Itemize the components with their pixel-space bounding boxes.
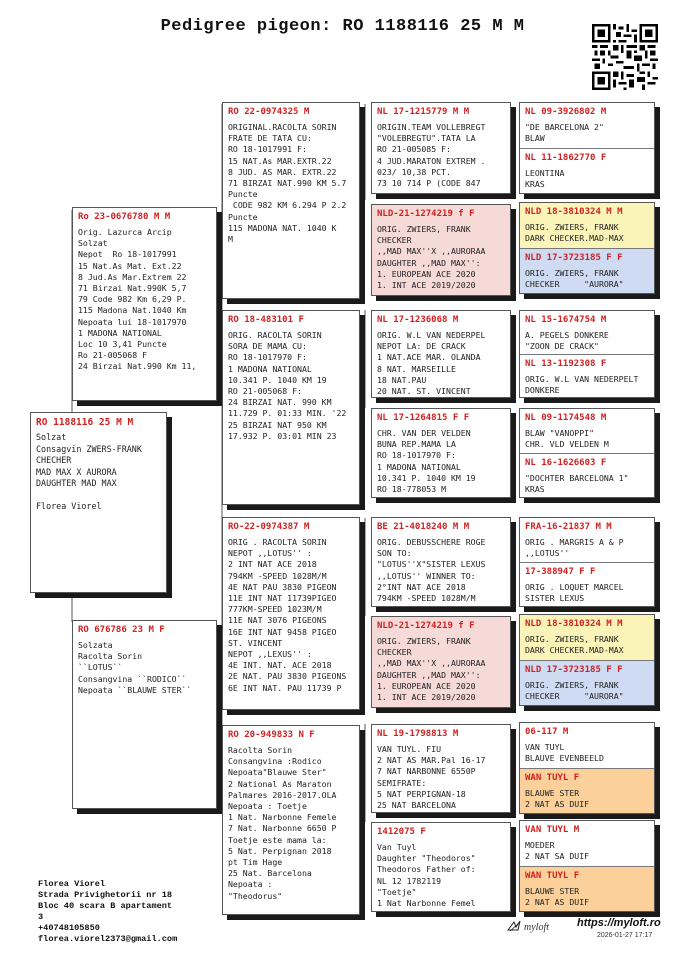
gen4-card[interactable] [520, 518, 654, 562]
gen4-description: ORIG. ZWIERS, FRANK DARK CHECKER.MAD-MAX [525, 222, 624, 244]
gen3-description: CHR. VAN DER VELDEN BUNA REP.MAMA LA RO 18-1017970 F: 1 MADONA NATIONAL 10.341 P. 1040 KM 19 RO 18-778053 M [377, 428, 476, 495]
gen4-ring: VAN TUYL M [525, 825, 580, 835]
dam-dam-ring: RO 20-949833 N F [228, 730, 315, 740]
gen4-card[interactable] [520, 768, 654, 813]
gen3-ring: NL 17-1264815 F F [377, 413, 470, 423]
sire-sire-description: ORIGINAL.RACOLTA SORIN FRATE DE TATA CU: RO 18-1017991 F: 15 NAT.As MAR.EXTR.22 8 JUD. AS MAR. EXTR.22 71 BIRZAI NAT.990 KM 5.7 Puncte CODE 982 KM 6.294 P 2.2 Puncte 115 MADONA NAT. 1040 K M [228, 122, 347, 245]
gen4-card[interactable] [520, 615, 654, 660]
gen3-card-1[interactable] [371, 102, 511, 194]
gen3-ring: NL 17-1215779 M M [377, 107, 470, 117]
gen4-description: MOEDER 2 NAT SA DUIF [525, 840, 590, 862]
gen4-ring: NL 13-1192308 F [525, 359, 607, 369]
gen3-ring: NLD-21-1274219 f F [377, 209, 475, 219]
gen4-ring: WAN TUYL F [525, 871, 580, 881]
gen4-description: BLAUWE STER 2 NAT AS DUIF [525, 886, 590, 908]
gen4-pair-2 [519, 202, 655, 294]
gen4-ring: 06-117 M [525, 727, 569, 737]
gen3-ring: NL 17-1236068 M [377, 315, 459, 325]
gen4-ring: NL 09-3926802 M [525, 107, 607, 117]
gen4-ring: NLD 18-3810324 M M [525, 619, 623, 629]
gen4-description: ORIG. W.L VAN NEDERPELT DONKERE [525, 374, 639, 396]
gen4-ring: NLD 18-3810324 M M [525, 207, 623, 217]
gen4-card[interactable] [520, 562, 654, 606]
gen3-ring: 1412075 F [377, 827, 426, 837]
gen4-ring: NL 15-1674754 M [525, 315, 607, 325]
dam-sire-card[interactable] [222, 517, 360, 710]
website-link[interactable]: https://myloft.ro [577, 917, 661, 929]
gen4-pair-3 [519, 310, 655, 398]
gen4-ring: NLD 17-3723185 F F [525, 665, 623, 675]
gen4-card[interactable] [520, 821, 654, 866]
gen4-ring: 17-388947 F F [525, 567, 596, 577]
gen4-description: "DOCHTER BARCELONA 1" KRAS [525, 473, 629, 495]
sire-sire-card[interactable] [222, 102, 360, 299]
sire-description: Orig. Lazurca Arcip Solzat Nepot Ro 18-1017991 15 Nat.As Mat. Ext.22 8 Jud.As Mar.Extrem 22 71 Birzai Nat.990K 5,7 79 Code 982 Km 6,29 P. 115 Madona Nat.1040 Km Nepoata lui 18-1017970 1 MADONA NATIONAL Loc 10 3,41 Puncte Ro 21-005068 F 24 Birzai Nat.990 Km 11, [78, 227, 197, 372]
gen3-description: ORIG. ZWIERS, FRANK CHECKER ,,MAD MAX''X ,,AURORAA DAUGHTER ,,MAD MAX'': 1. EUROPEAN ACE 2020 1. INT ACE 2019/2020 [377, 224, 486, 291]
gen4-pair-4 [519, 408, 655, 498]
gen4-description: ORIG . MARGRIS A & P ,,LOTUS'' [525, 537, 624, 559]
sire-dam-card[interactable] [222, 310, 360, 505]
gen4-ring: NL 16-1626603 F [525, 458, 607, 468]
gen4-card[interactable] [520, 660, 654, 705]
gen3-card-3[interactable] [371, 310, 511, 398]
dam-dam-description: Racolta Sorin Consangvina :Rodico Nepoata"Blauwe Ster" 2 National As Maraton Palmares 2016-2017.OLA Nepoata : Toetje 1 Nat. Narbonne Femele 7 Nat. Narbonne 6650 P Toetje este mama la: 5 Nat. Perpignan 2018 pt Tim Hage 25 Nat. Barcelona Nepoata : "Theodorus" [228, 745, 337, 901]
sire-dam-ring: RO 18-483101 F [228, 315, 304, 325]
print-date: 2026-01-27 17:17 [597, 932, 653, 939]
gen3-description: Van Tuyl Daughter "Theodoros" Theodoros Father of: NL 12 1782119 "Toetje" 1 Nat Narbonne Femel [377, 842, 476, 909]
page-title: Pedigree pigeon: RO 1188116 25 M M [160, 17, 525, 36]
gen3-description: ORIGIN.TEAM VOLLEBREGT "VOLEBREGTU".TATA LA RO 21-005085 F: 4 JUD.MARATON EXTREM . 023/ 10,38 PCT. 73 10 714 P (CODE 847 [377, 122, 486, 189]
gen4-description: ORIG. ZWIERS, FRANK CHECKER "AURORA" [525, 680, 624, 702]
sire-ring: Ro 23-0676780 M M [78, 212, 171, 222]
qr-code-icon [592, 24, 658, 90]
gen4-card[interactable] [520, 248, 654, 293]
dam-card[interactable] [72, 620, 217, 809]
main-pigeon-ring: RO 1188116 25 M M [36, 417, 134, 428]
gen4-card[interactable] [520, 311, 654, 354]
gen3-card-4[interactable] [371, 408, 511, 498]
gen4-description: ORIG. ZWIERS, FRANK CHECKER "AURORA" [525, 268, 624, 290]
gen4-card[interactable] [520, 866, 654, 911]
dam-ring: RO 676786 23 M F [78, 625, 165, 635]
gen4-card[interactable] [520, 203, 654, 248]
gen3-card-2[interactable] [371, 204, 511, 296]
sire-dam-description: ORIG. RACOLTA SORIN SORA DE MAMA CU: RO 18-1017970 F: 1 MADONA NATIONAL 10.341 P. 1040 KM 19 RO 21-005068 F: 24 BIRZAI NAT. 990 KM 11.729 P. 01:33 MIN. '22 25 BIRZAI NAT 950 KM 17.932 P. 03:01 MIN 23 [228, 330, 347, 441]
dam-description: Solzata Racolta Sorin ``LOTUS`` Consangvina ``RODICO`` Nepoata ``BLAUWE STER`` [78, 640, 192, 695]
gen4-description: BLAW "VANOPPI" CHR. VLD VELDEN M [525, 428, 609, 450]
logo-text: myloft [524, 922, 549, 933]
gen3-card-5[interactable] [371, 517, 511, 607]
gen4-card[interactable] [520, 103, 654, 148]
sire-card[interactable] [72, 207, 217, 401]
gen4-description: A. PEGELS DONKERE "ZOON DE CRACK" [525, 330, 609, 352]
gen4-card[interactable] [520, 453, 654, 497]
gen3-ring: NL 19-1798813 M [377, 729, 459, 739]
myloft-logo [506, 918, 566, 934]
gen4-card[interactable] [520, 354, 654, 397]
main-pigeon-description: Solzat Consagvin ZWERS-FRANK CHECHER MAD MAX X AURORA DAUGHTER MAD MAX Florea Viorel [36, 432, 142, 511]
gen4-card[interactable] [520, 148, 654, 193]
gen4-ring: NL 09-1174548 M [525, 413, 607, 423]
gen4-pair-5 [519, 517, 655, 607]
gen3-description: ORIG. W.L VAN NEDERPEL NEPOT LA: DE CRACK 1 NAT.ACE MAR. OLANDA 8 NAT. MARSEILLE 18 NAT.PAU 20 NAT. ST. VINCENT [377, 330, 486, 397]
sire-sire-ring: RO 22-0974325 M [228, 107, 310, 117]
gen3-card-6[interactable] [371, 616, 511, 708]
gen4-pair-1 [519, 102, 655, 194]
gen4-description: VAN TUYL BLAUVE EVENBEELD [525, 742, 604, 764]
main-pigeon-card[interactable] [30, 412, 167, 593]
gen3-ring: NLD-21-1274219 f F [377, 621, 475, 631]
gen3-card-8[interactable] [371, 822, 511, 912]
gen4-description: BLAUWE STER 2 NAT AS DUIF [525, 788, 590, 810]
gen4-pair-8 [519, 820, 655, 912]
gen3-description: ORIG. ZWIERS, FRANK CHECKER ,,MAD MAX''X ,,AURORAA DAUGHTER ,,MAD MAX'': 1. EUROPEAN ACE 2020 1. INT ACE 2019/2020 [377, 636, 486, 703]
gen4-card[interactable] [520, 409, 654, 453]
dam-dam-card[interactable] [222, 725, 360, 915]
dam-sire-ring: RO-22-0974387 M [228, 522, 310, 532]
pigeon-logo-icon [506, 918, 566, 934]
gen4-ring: NLD 17-3723185 F F [525, 253, 623, 263]
gen4-ring: WAN TUYL F [525, 773, 580, 783]
gen3-card-7[interactable] [371, 724, 511, 813]
gen4-pair-7 [519, 722, 655, 814]
gen4-ring: FRA-16-21837 M M [525, 522, 612, 532]
gen4-pair-6 [519, 614, 655, 706]
gen3-description: VAN TUYL. FIU 2 NAT AS MAR.Pal 16-17 7 NAT NARBONNE 6550P SEMIFRATE: 5 NAT PERPIGNAN-18 25 NAT BARCELONA [377, 744, 486, 811]
gen4-description: ORIG . LOQUET MARCEL SISTER LEXUS [525, 582, 624, 604]
gen4-card[interactable] [520, 723, 654, 768]
dam-sire-description: ORIG . RACOLTA SORIN NEPOT ,,LOTUS'' : 2 INT NAT ACE 2018 794KM -SPEED 1028M/M 4E NAT PAU 3830 PIGEON 11E INT NAT 11739PIGEO 777KM-SPEED 1023M/M 11E NAT 3076 PIGEONS 16E INT NAT 9458 PIGEO ST. VINCENT NEPOT ,,LEXUS'' : 4E INT. NAT. ACE 2018 2E NAT. PAU 3830 PIGEONS 6E INT NAT. PAU 11739 P [228, 537, 347, 693]
gen3-description: ORIG. DEBUSSCHERE ROGE SON TO: "LOTUS''X"SISTER LEXUS ,,LOTUS'' WINNER TO: 2°INT NAT ACE 2018 794KM -SPEED 1028M/M [377, 537, 486, 604]
gen4-description: "DE BARCELONA 2" BLAW [525, 122, 604, 144]
gen3-ring: BE 21-4018240 M M [377, 522, 470, 532]
gen4-description: LEONTINA KRAS [525, 168, 565, 190]
breeder-address: Florea Viorel Strada Privighetorii nr 18 Bloc 40 scara B apartament 3 +40748105850 florea.viorel2373@gmail.com [38, 879, 178, 944]
gen4-description: ORIG. ZWIERS, FRANK DARK CHECKER.MAD-MAX [525, 634, 624, 656]
gen4-ring: NL 11-1862770 F [525, 153, 607, 163]
